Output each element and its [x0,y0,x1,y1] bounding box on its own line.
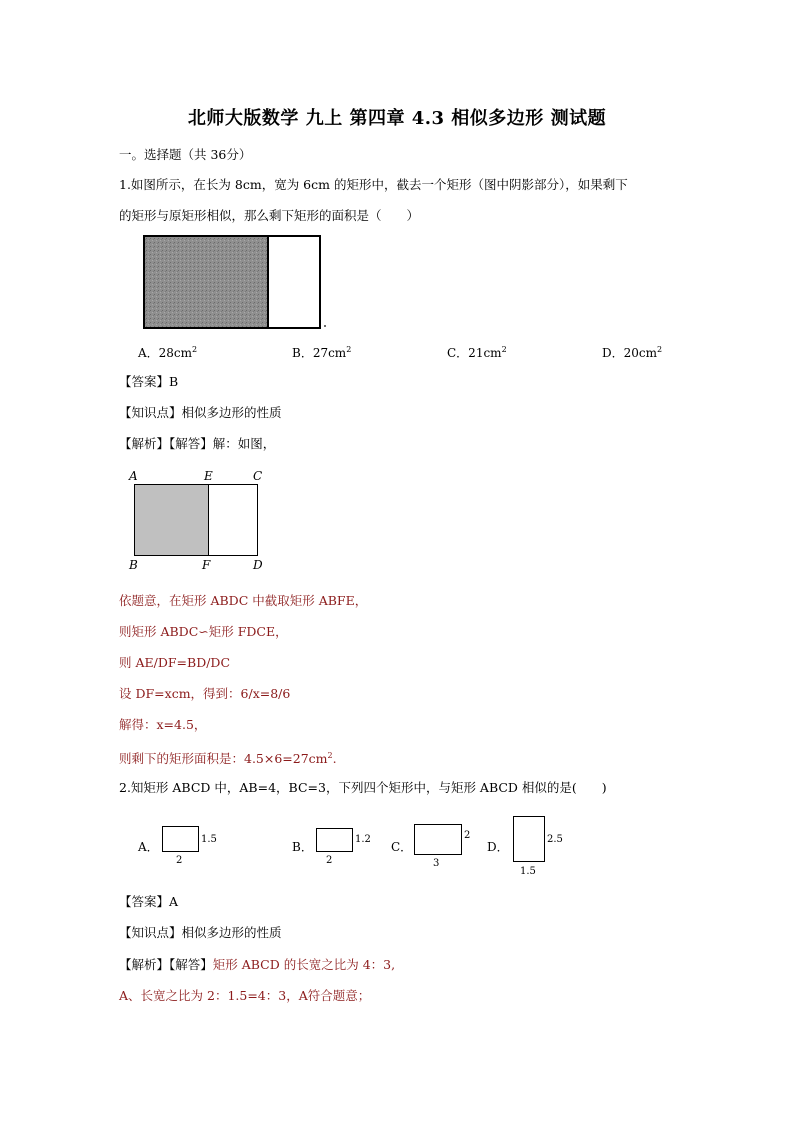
q2-d-height: 2.5 [547,834,563,845]
point-d-label: D [253,558,263,572]
q2-d-width: 1.5 [520,866,536,877]
q2-analysis: 【解析】【解答】矩形 ABCD 的长宽之比为 4：3, [119,957,396,972]
q2-option-b-figure [312,824,376,870]
q1-step-2: 则矩形 ABDC∽矩形 FDCE， [119,624,288,639]
q2-knowledge: 【知识点】相似多边形的性质 [119,925,282,940]
q2-stem: 2.知矩形 ABCD 中，AB=4，BC=3，下列四个矩形中，与矩形 ABCD 相似的是( ) [119,780,607,795]
q1-step-5: 解得：x=4.5， [119,717,207,732]
q2-b-width: 2 [326,855,333,866]
q1-option-b: B．$27cm^2$ [292,345,352,360]
q1-step-6: 则剩下的矩形面积是：$4.5\times 6=27cm^2$. [119,751,337,766]
point-c-label: C [253,469,263,483]
rect-abfe-shaded [135,485,209,556]
q1-step-3: 则 AE/DF=BD/DC [119,655,231,670]
q2-c-height: 2 [464,830,471,841]
q2-option-d-label: D． [487,840,509,854]
q1-stem-line1: 1.如图所示，在长为 8cm，宽为 6cm 的矩形中，截去一个矩形（图中阴影部分），如果剩下 [119,177,628,192]
page-title: 北师大版数学 九上 第四章 4.3 相似多边形 测试题 [187,108,607,129]
q1-analysis: 【解析】【解答】解：如图， [119,436,276,451]
q1-labeled-diagram [124,467,274,575]
q1-option-c: C．$21cm^2$ [447,345,507,360]
point-f-label: F [202,558,211,572]
q2-analysis-a: A、长宽之比为 2：1.5=4：3，A符合题意； [119,988,371,1003]
q1-stem-line2: 的矩形与原矩形相似，那么剩下矩形的面积是（ ） [119,208,420,223]
q2-a-height: 1.5 [201,834,217,845]
q2-option-d-figure [508,814,568,880]
q1-answer: 【答案】B [119,374,179,389]
q2-option-a-label: A． [138,840,159,854]
q1-step-1: 依题意，在矩形 ABDC 中截取矩形 ABFE， [119,593,368,608]
q1-knowledge: 【知识点】相似多边形的性质 [119,405,282,420]
q2-option-c-label: C． [391,840,413,854]
q2-answer: 【答案】A [119,894,179,909]
q1-shaded-rect [144,236,268,328]
q2-b-height: 1.2 [355,834,371,845]
q2-a-width: 2 [176,855,183,866]
q2-option-b-label: B． [292,840,313,854]
point-a-label: A [129,469,138,483]
q2-c-width: 3 [433,858,440,869]
point-e-label: E [204,469,213,483]
q2-option-c-figure [410,822,476,872]
q1-option-d: D．$20cm^2$ [602,345,663,360]
q1-remaining-rect [268,236,320,328]
q1-figure [142,234,328,332]
q1-step-4: 设 DF=xcm，得到：6/x=8/6 [119,686,291,701]
q2-option-a-figure [158,824,222,870]
point-b-label: B [129,558,138,572]
section-heading: 一。选择题（共 36分） [119,147,252,162]
q1-option-a: A．$28cm^2$ [138,345,198,360]
